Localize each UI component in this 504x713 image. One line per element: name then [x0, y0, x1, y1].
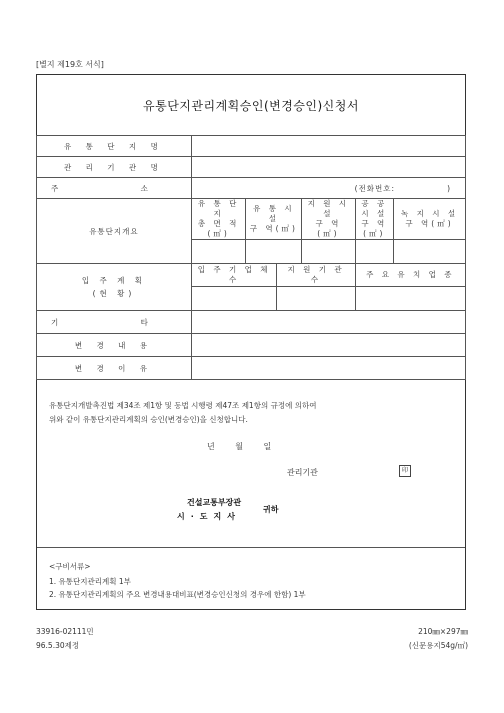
field-green-area[interactable] — [394, 240, 466, 264]
footer-date: 96.5.30제정 — [36, 641, 80, 650]
phone-close: ) — [447, 183, 451, 193]
addressee-minister: 건설교통부장관 — [187, 498, 242, 507]
divider — [37, 547, 465, 548]
date-line: 년 월 일 — [207, 442, 272, 451]
phone-label: (전화번호: — [354, 183, 396, 193]
field-support-area[interactable] — [302, 240, 355, 264]
field-other[interactable] — [191, 311, 465, 334]
seal-mark: 印 — [399, 465, 411, 477]
row-address — [37, 178, 466, 199]
label-change-reason: 변 경 이 유 — [37, 357, 192, 380]
field-change-content[interactable] — [191, 334, 465, 357]
label-complex-name: 유 통 단 지 명 — [37, 136, 192, 157]
label-tenant-plan: 입 주 계 획 (현 황) — [37, 264, 192, 311]
overview-col-total-area: 유 통 단 지 총 면 적(㎡) — [191, 199, 246, 240]
field-industries[interactable] — [355, 287, 465, 311]
row-complex-name — [37, 136, 466, 157]
overview-col-green: 녹 지 시 설 구 역(㎡) — [394, 199, 466, 240]
label-complex-overview: 유통단지개요 — [37, 199, 192, 264]
footer-code: 33916-02111민 — [36, 627, 94, 636]
field-complex-name[interactable] — [191, 136, 465, 157]
applicant-org: 관리기관 — [287, 468, 318, 477]
form-number: [별지 제19호 서식] — [36, 60, 104, 69]
addressee-suffix: 귀하 — [263, 505, 279, 514]
form-title: 유통단지관리계획승인(변경승인)신청서 — [143, 99, 359, 113]
application-table — [36, 135, 466, 380]
field-total-area[interactable] — [191, 240, 246, 264]
tenant-col-companies: 입 주 기 업 체 수 — [191, 264, 277, 287]
label-other: 기 타 — [37, 311, 192, 334]
statement-line-1: 유통단지개발촉진법 제34조 제1항 및 동법 시행령 제47조 제1항의 규정에 의하여 — [49, 401, 317, 410]
field-public-area[interactable] — [355, 240, 393, 264]
tenant-col-support-orgs: 지 원 기 관 수 — [277, 264, 355, 287]
addressee-governor: 시·도지사 — [177, 512, 241, 521]
attachment-item: 1. 유통단지관리계획 1부 — [49, 577, 131, 586]
field-distribution-area[interactable] — [246, 240, 302, 264]
label-management-org: 관 리 기 관 명 — [37, 157, 192, 178]
field-support-orgs[interactable] — [277, 287, 355, 311]
label-change-content: 변 경 내 용 — [37, 334, 192, 357]
field-change-reason[interactable] — [191, 357, 465, 380]
label-address: 주 소 — [37, 178, 192, 199]
statement-line-2: 위와 같이 유통단지관리계획의 승인(변경승인)을 신청합니다. — [49, 415, 248, 424]
tenant-col-industries: 주 요 유 치 업 종 — [355, 264, 465, 287]
overview-col-public: 공 공 시 설 구 역(㎡) — [355, 199, 393, 240]
overview-col-distribution: 유 통 시 설 구 역(㎡) — [246, 199, 302, 240]
row-management-org — [37, 157, 466, 178]
application-form — [36, 74, 466, 610]
field-companies[interactable] — [191, 287, 277, 311]
footer-size: 210㎜×297㎜ — [418, 627, 468, 636]
attachment-item: 2. 유통단지관리계획의 주요 변경내용대비표(변경승인신청의 경우에 한함) 1부 — [49, 590, 306, 599]
attachments-title: <구비서류> — [49, 562, 91, 571]
overview-col-support: 지 원 시 설 구 역(㎡) — [302, 199, 355, 240]
footer-paper: (신문용지54g/㎡) — [408, 641, 468, 650]
statement — [49, 399, 316, 427]
field-address[interactable] — [191, 178, 465, 199]
field-management-org[interactable] — [191, 157, 465, 178]
